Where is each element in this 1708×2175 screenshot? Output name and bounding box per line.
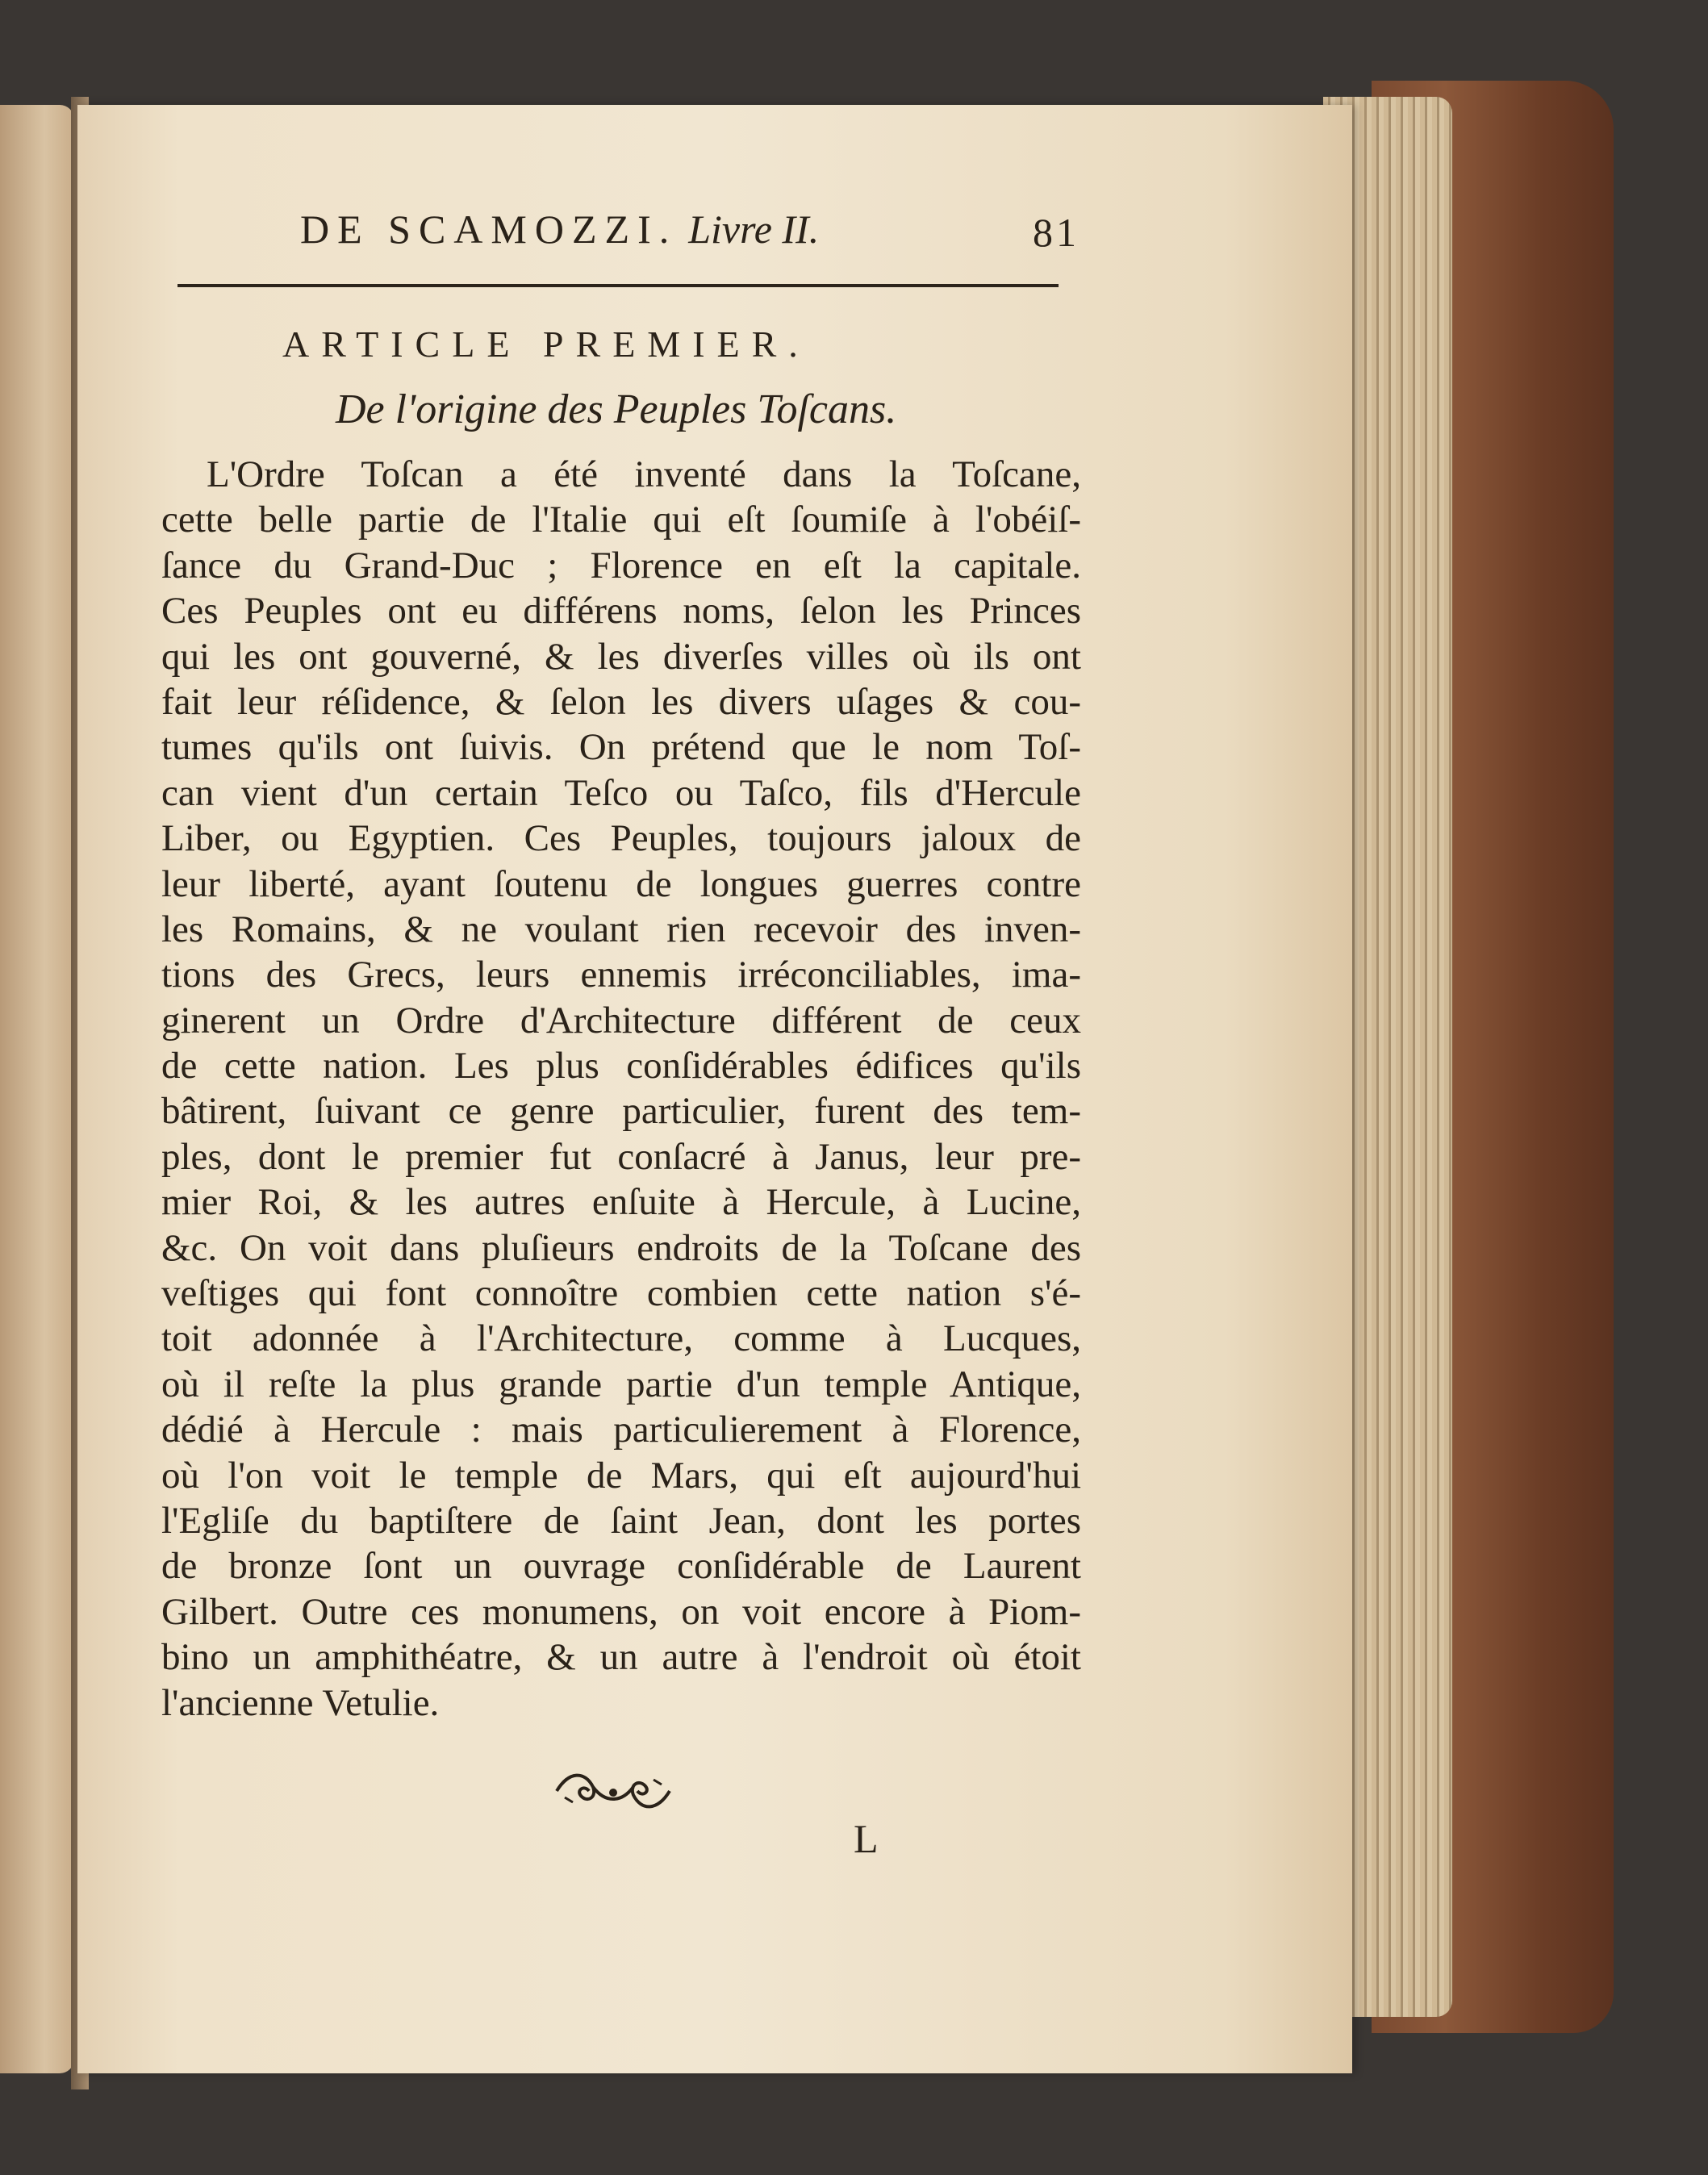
text-line: Ces Peuples ont eu différens noms, ſelon les Princes <box>161 590 1081 632</box>
text-line: Gilbert. Outre ces monumens, on voit encore à Piom- <box>161 1590 1081 1633</box>
running-header <box>218 206 1080 262</box>
facing-page-edge <box>0 105 74 2073</box>
text-line: l'ancienne Vetulie. <box>161 1681 440 1724</box>
text-line: L'Ordre Toſcan a été inventé dans la Toſcane, <box>207 453 1081 495</box>
text-line: qui les ont gouverné, & les diverſes villes où ils ont <box>161 635 1081 678</box>
article-subtitle: De l'origine des Peuples Toſcans. <box>336 386 897 432</box>
text-line: tions des Grecs, leurs ennemis irréconciliables, ima- <box>161 954 1081 996</box>
text-line: tumes qu'ils ont ſuivis. On prétend que le nom Toſ- <box>161 726 1081 769</box>
text-line: mier Roi, & les autres enſuite à Hercule, à Lucine, <box>161 1181 1081 1224</box>
body-text <box>161 452 1081 1726</box>
text-line: can vient d'un certain Teſco ou Taſco, fils d'Hercule <box>161 771 1081 814</box>
text-line: ples, dont le premier fut conſacré à Janus, leur pre- <box>161 1135 1081 1178</box>
text-line: ſance du Grand-Duc ; Florence en eſt la capitale. <box>161 544 1081 587</box>
text-line: ginerent un Ordre d'Architecture différent de ceux <box>161 999 1081 1042</box>
header-rule <box>177 284 1059 287</box>
text-line: de cette nation. Les plus conſidérables édifices qu'ils <box>161 1045 1081 1088</box>
text-line: bino un amphithéatre, & un autre à l'endroit où étoit <box>161 1636 1081 1679</box>
text-line: où l'on voit le temple de Mars, qui eſt aujourd'hui <box>161 1454 1081 1497</box>
text-line: cette belle partie de l'Italie qui eſt ſoumiſe à l'obéiſ- <box>161 499 1081 541</box>
text-line: &c. On voit dans pluſieurs endroits de la Toſcane des <box>161 1226 1081 1269</box>
signature-mark: L <box>854 1816 879 1861</box>
text-line: Liber, ou Egyptien. Ces Peuples, toujours jaloux de <box>161 817 1081 860</box>
page-number: 81 <box>1033 210 1080 255</box>
book-label: Livre II. <box>688 207 820 252</box>
article-title: ARTICLE PREMIER. <box>282 324 810 365</box>
text-line: les Romains, & ne voulant rien recevoir des inven- <box>161 908 1081 950</box>
fleuron-ornament-icon <box>549 1767 678 1815</box>
text-line: de bronze ſont un ouvrage conſidérable de Laurent <box>161 1545 1081 1588</box>
text-line: toit adonnée à l'Architecture, comme à Lucques, <box>161 1317 1081 1360</box>
text-line: veſtiges qui font connoître combien cette nation s'é- <box>161 1272 1081 1315</box>
text-line: l'Egliſe du baptiſtere de ſaint Jean, dont les portes <box>161 1499 1081 1542</box>
running-title-text: DE SCAMOZZI. <box>300 207 678 252</box>
running-title <box>300 206 819 253</box>
text-line: leur liberté, ayant ſoutenu de longues guerres contre <box>161 862 1081 905</box>
text-line: fait leur réſidence, & ſelon les divers uſages & cou- <box>161 680 1081 723</box>
text-line: bâtirent, ſuivant ce genre particulier, furent des tem- <box>161 1090 1081 1133</box>
text-line: où il reſte la plus grande partie d'un temple Antique, <box>161 1363 1081 1405</box>
text-line: dédié à Hercule : mais particulierement à Florence, <box>161 1409 1081 1451</box>
